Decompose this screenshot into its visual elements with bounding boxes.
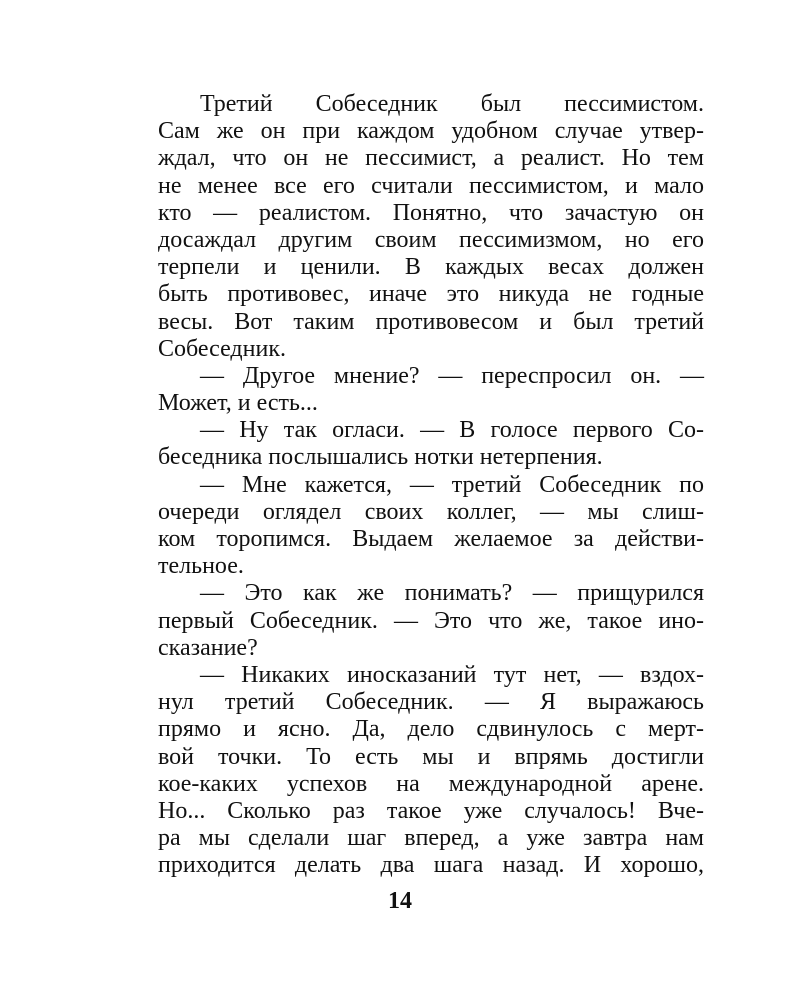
text-line: быть противовес, иначе это никуда не годные xyxy=(158,281,704,308)
text-line: беседника послышались нотки нетерпения. xyxy=(158,444,603,471)
text-line: досаждал другим своим пессимизмом, но его xyxy=(158,226,704,253)
text-line: — Ну так огласи. — В голосе первого Со- xyxy=(200,417,704,444)
page-number: 14 xyxy=(388,888,412,914)
body-text xyxy=(158,91,704,879)
text-line: Сам же он при каждом удобном случае утвер- xyxy=(158,118,704,145)
text-line: приходится делать два шага назад. И хорошо, xyxy=(158,852,704,879)
text-line: очереди оглядел своих коллег, — мы слиш- xyxy=(158,498,704,525)
text-line: терпели и ценили. В каждых весах должен xyxy=(158,254,704,281)
text-line: — Мне кажется, — третий Собеседник по xyxy=(200,471,704,498)
text-line: ра мы сделали шаг вперед, а уже завтра нам xyxy=(158,825,704,852)
text-line: — Это как же понимать? — прищурился xyxy=(200,580,704,607)
text-line: ком торопимся. Выдаем желаемое за действи- xyxy=(158,526,704,552)
text-line: кое-каких успехов на международной арене. xyxy=(158,770,704,797)
text-line: Третий Собеседник был пессимистом. xyxy=(200,91,704,117)
text-line: нул третий Собеседник. — Я выражаюсь xyxy=(158,689,704,716)
text-line: Может, и есть... xyxy=(158,390,318,417)
text-line: кто — реалистом. Понятно, что зачастую он xyxy=(158,199,704,226)
text-line: весы. Вот таким противовесом и был третий xyxy=(158,308,704,335)
text-line: Собеседник. xyxy=(158,335,286,362)
text-line: не менее все его считали пессимистом, и мало xyxy=(158,172,704,199)
text-line: первый Собеседник. — Это что же, такое ино- xyxy=(158,607,704,634)
text-line: сказание? xyxy=(158,634,258,661)
text-line: тельное. xyxy=(158,553,244,580)
text-line: — Никаких иносказаний тут нет, — вздох- xyxy=(200,661,704,688)
text-line: вой точки. То есть мы и впрямь достигли xyxy=(158,743,704,770)
text-line: ждал, что он не пессимист, а реалист. Но тем xyxy=(158,145,704,172)
text-line: — Другое мнение? — переспросил он. — xyxy=(200,362,704,389)
text-line: прямо и ясно. Да, дело сдвинулось с мерт- xyxy=(158,716,704,743)
text-line: Но... Сколько раз такое уже случалось! Вче- xyxy=(158,797,704,824)
